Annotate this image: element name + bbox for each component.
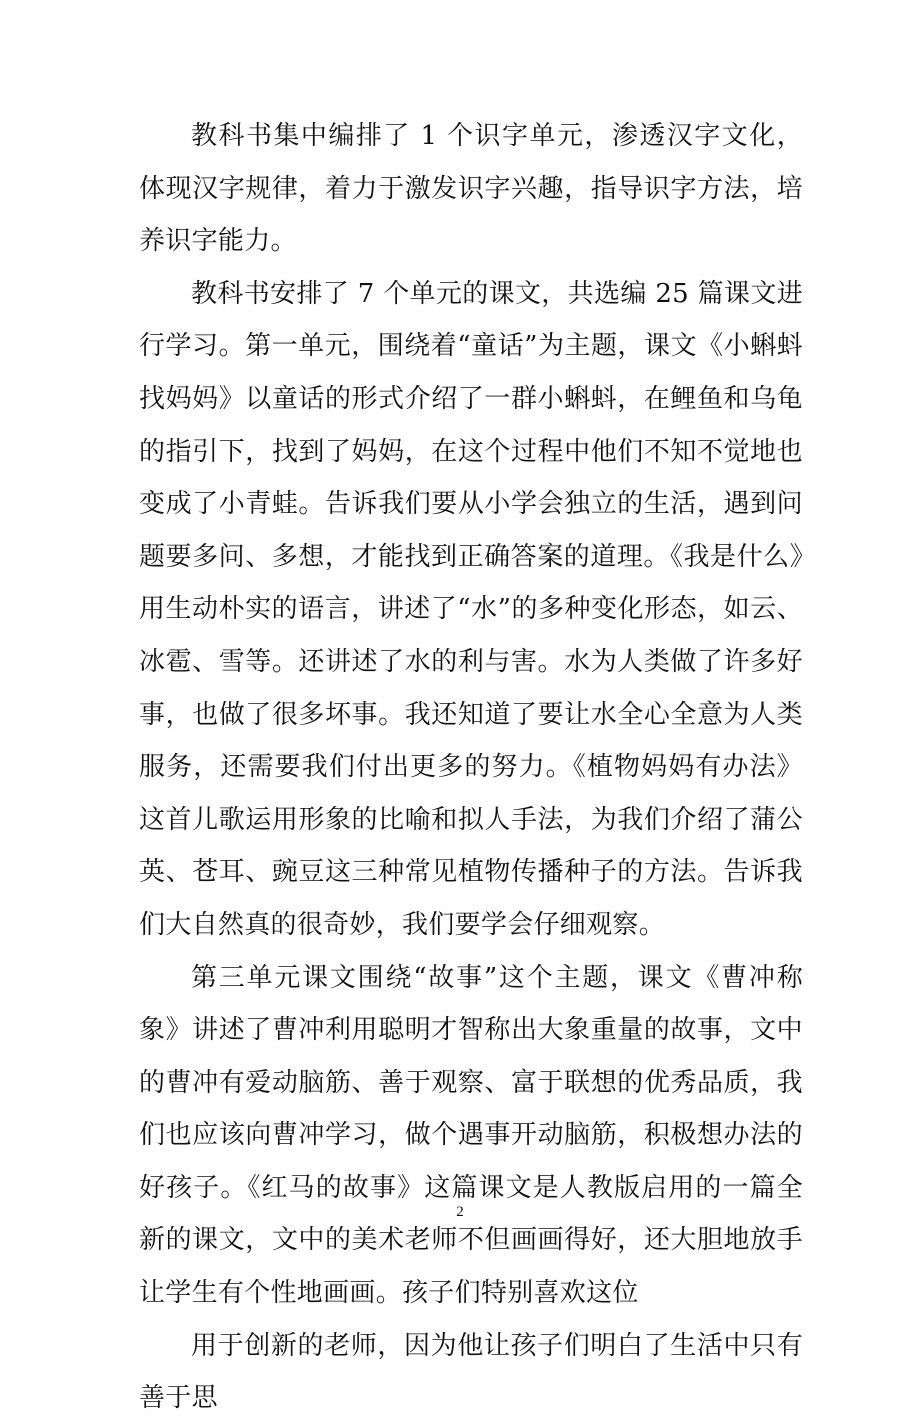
page-number: 2 xyxy=(456,1204,464,1220)
paragraph-units-overview: 教科书安排了 7 个单元的课文，共选编 25 篇课文进行学习。第一单元，围绕着“童话”为主题，课文《小蝌蚪找妈妈》以童话的形式介绍了一群小蝌蚪，在鲤鱼和乌龟的指引下，找到了妈妈，在这个过程中他们不知不觉地也变成了小青蛙。告诉我们要从小学会独立的生活，遇到问题要多问、多想，才能找到正确答案的道理。《我是什么》用生动朴实的语言，讲述了“水”的多种变化形态，如云、冰雹、雪等。还讲述了水的利与害。水为人类做了许多好事，也做了很多坏事。我还知道了要让水全心全意为人类服务，还需要我们付出更多的努力。《植物妈妈有办法》这首儿歌运用形象的比喻和拟人手法，为我们介绍了蒲公英、苍耳、豌豆这三种常见植物传播种子的方法。告诉我们大自然真的很奇妙，我们要学会仔细观察。 xyxy=(139,278,803,940)
body-text xyxy=(139,110,803,1425)
paragraph-unit-three: 第三单元课文围绕“故事”这个主题，课文《曹冲称象》讲述了曹冲利用聪明才智称出大象重量的故事，文中的曹冲有爱动脑筋、善于观察、富于联想的优秀品质，我们也应该向曹冲学习，做个遇事开动脑筋，积极想办法的好孩子。《红马的故事》这篇课文是人教版启用的一篇全新的课文，文中的美术老师不但画画得好，还大胆地放手让学生有个性地画画。孩子们特别喜欢这位 xyxy=(139,962,803,1309)
paragraph-continuation: 用于创新的老师，因为他让孩子们明白了生活中只有善于思 xyxy=(139,1330,803,1414)
paragraph-literacy-unit: 教科书集中编排了 1 个识字单元，渗透汉字文化，体现汉字规律，着力于激发识字兴趣，指导识字方法，培养识字能力。 xyxy=(139,121,803,257)
